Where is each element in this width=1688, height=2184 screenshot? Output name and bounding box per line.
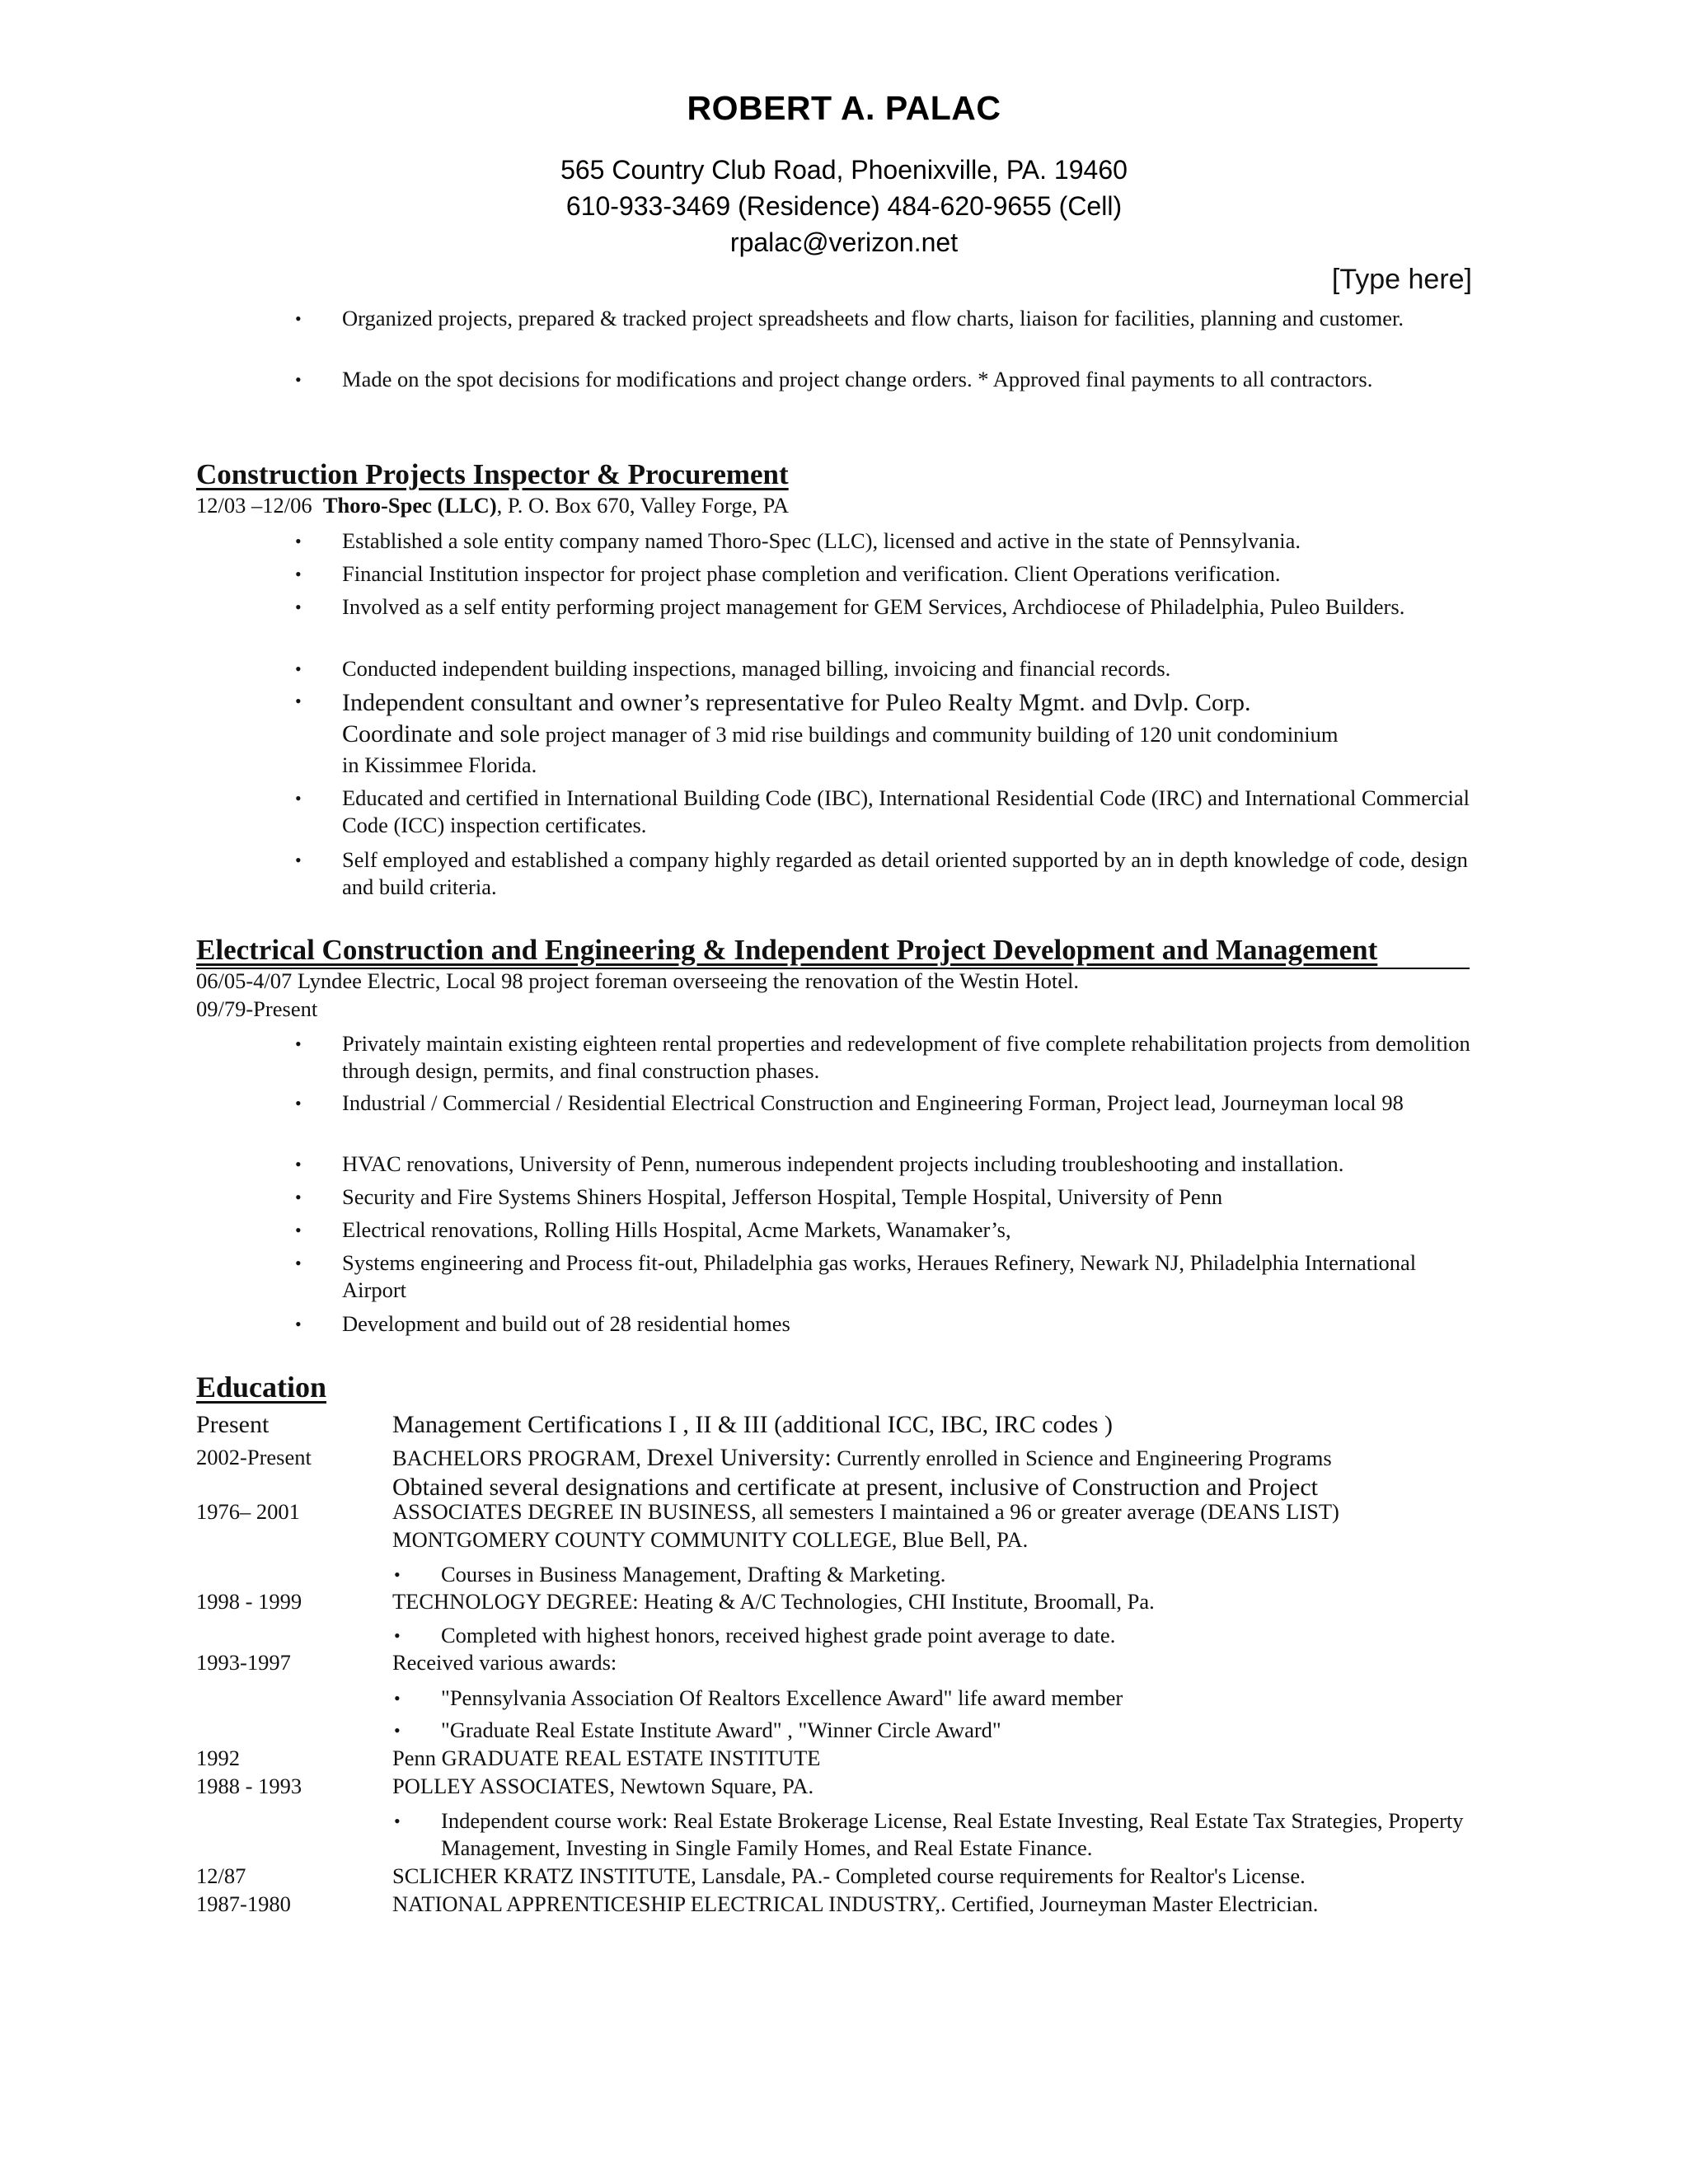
education-bullet-text: Completed with highest honors, received highest grade point average to date. xyxy=(441,1623,1116,1647)
bullet-icon: • xyxy=(295,1314,302,1334)
bullet-icon: • xyxy=(295,691,302,711)
bullet-icon: • xyxy=(295,1220,302,1240)
list-item-text: Financial Institution inspector for project phase completion and verification. Client Operations verification. xyxy=(342,561,1281,586)
company-address: , P. O. Box 670, Valley Forge, PA xyxy=(496,493,790,518)
bullet-icon: • xyxy=(295,564,302,584)
list-item-text: Established a sole entity company named Thoro-Spec (LLC), licensed and active in the state of Pennsylvania. xyxy=(342,528,1301,553)
job-line: 06/05-4/07 Lyndee Electric, Local 98 project foreman overseeing the renovation of the Westin Hotel. xyxy=(196,968,1080,993)
job-dates: 09/79-Present xyxy=(196,996,318,1021)
education-date: Present xyxy=(196,1411,270,1438)
bullet-icon: • xyxy=(295,308,302,329)
bullet-icon: • xyxy=(295,1253,302,1273)
bullet-icon: • xyxy=(295,788,302,808)
education-text: Received various awards: xyxy=(392,1650,617,1675)
bullet-icon: • xyxy=(295,369,302,390)
header-placeholder: [Type here] xyxy=(1331,264,1472,295)
list-item-text: Security and Fire Systems Shiners Hospital, Jefferson Hospital, Temple Hospital, University of Penn xyxy=(342,1184,1223,1209)
list-item-text: Systems engineering and Process fit-out, Philadelphia gas works, Heraues Refinery, Newark NJ, Philadelphia International Airport xyxy=(342,1250,1417,1302)
bullet-icon: • xyxy=(394,1720,401,1741)
address-line: 565 Country Club Road, Phoenixville, PA. 19460 xyxy=(560,155,1128,185)
education-text: Obtained several designations and certificate at present, inclusive of Construction and Project xyxy=(392,1474,1318,1501)
list-item-text: HVAC renovations, University of Penn, numerous independent projects including troubleshooting and installation. xyxy=(342,1151,1344,1176)
list-item-text: Independent consultant and owner’s representative for Puleo Realty Mgmt. and Dvlp. Corp. xyxy=(342,689,1251,716)
bullet-icon: • xyxy=(394,1688,401,1708)
education-text-b: Drexel University: xyxy=(646,1444,832,1471)
bullet-icon: • xyxy=(394,1625,401,1646)
list-item-text: Educated and certified in International Building Code (IBC), International Residential Code (IRC) and International Commercial Code (ICC) inspection certificates. xyxy=(342,785,1470,837)
education-date: 1998 - 1999 xyxy=(196,1589,302,1614)
bullet-icon: • xyxy=(295,1033,302,1054)
company-name: Thoro-Spec (LLC) xyxy=(322,493,497,518)
list-item-text-cont-a: Coordinate and sole xyxy=(342,720,540,748)
list-item-text: Conducted independent building inspections, managed billing, invoicing and financial records. xyxy=(342,656,1171,681)
education-text xyxy=(392,1444,1497,1472)
section-heading-education: Education xyxy=(196,1371,327,1404)
education-date: 1988 - 1993 xyxy=(196,1774,302,1798)
education-date: 12/87 xyxy=(196,1863,246,1888)
education-text: Management Certifications I , II & III (additional ICC, IBC, IRC codes ) xyxy=(392,1411,1113,1438)
education-text: MONTGOMERY COUNTY COMMUNITY COLLEGE, Blue Bell, PA. xyxy=(392,1527,1029,1552)
education-bullet-text: "Pennsylvania Association Of Realtors Excellence Award" life award member xyxy=(441,1685,1123,1710)
list-item-text: Development and build out of 28 residential homes xyxy=(342,1311,790,1336)
list-item-text: Involved as a self entity performing project management for GEM Services, Archdiocese of Philadelphia, Puleo Builders. xyxy=(342,594,1405,619)
education-bullet-text: Independent course work: Real Estate Brokerage License, Real Estate Investing, Real Estate Tax Strategies, Property Management, Investing in Single Family Homes, and Real Estate Finance. xyxy=(441,1808,1464,1860)
list-item-text: Organized projects, prepared & tracked project spreadsheets and flow charts, liaison for facilities, planning and customer. xyxy=(342,306,1404,330)
education-text: NATIONAL APPRENTICESHIP ELECTRICAL INDUSTRY,. Certified, Journeyman Master Electrician. xyxy=(392,1891,1319,1916)
list-item-text: Industrial / Commercial / Residential Electrical Construction and Engineering Forman, Project lead, Journeyman local 98 xyxy=(342,1090,1404,1115)
email-line: rpalac@verizon.net xyxy=(729,227,959,257)
list-item-text: Electrical renovations, Rolling Hills Hospital, Acme Markets, Wanamaker’s, xyxy=(342,1217,1011,1242)
bullet-icon: • xyxy=(394,1811,401,1831)
bullet-icon: • xyxy=(394,1564,401,1585)
job-dates: 12/03 –12/06 xyxy=(196,493,312,518)
education-text: POLLEY ASSOCIATES, Newtown Square, PA. xyxy=(392,1774,814,1798)
list-item-text: Privately maintain existing eighteen rental properties and redevelopment of five complete rehabilitation projects from demolition through design, permits, and final construction phases. xyxy=(342,1031,1470,1083)
education-bullet-text: Courses in Business Management, Drafting & Marketing. xyxy=(441,1562,946,1586)
section-heading-electrical xyxy=(196,934,1470,969)
list-item-text-block xyxy=(342,687,1479,780)
section-heading-construction: Construction Projects Inspector & Procurement xyxy=(196,458,789,490)
education-date: 1993-1997 xyxy=(196,1650,291,1675)
education-date: 1992 xyxy=(196,1746,240,1770)
education-text: Penn GRADUATE REAL ESTATE INSTITUTE xyxy=(392,1746,821,1770)
bullet-icon: • xyxy=(295,850,302,870)
education-text: TECHNOLOGY DEGREE: Heating & A/C Technologies, CHI Institute, Broomall, Pa. xyxy=(392,1589,1155,1614)
list-item-text: Made on the spot decisions for modifications and project change orders. * Approved final payments to all contractors. xyxy=(342,367,1373,391)
bullet-icon: • xyxy=(295,658,302,679)
bullet-icon: • xyxy=(295,531,302,551)
education-date: 1976– 2001 xyxy=(196,1499,300,1524)
education-bullet-text: "Graduate Real Estate Institute Award" , "Winner Circle Award" xyxy=(441,1718,1001,1742)
bullet-icon: • xyxy=(295,597,302,617)
list-item-text-cont-c: in Kissimmee Florida. xyxy=(342,752,537,777)
phone-line: 610-933-3469 (Residence) 484-620-9655 (Cell) xyxy=(565,191,1123,221)
list-item-text-cont-b: project manager of 3 mid rise buildings and community building of 120 unit condominium xyxy=(539,722,1339,747)
bullet-icon: • xyxy=(295,1154,302,1174)
bullet-icon: • xyxy=(295,1187,302,1207)
education-date: 1987-1980 xyxy=(196,1891,291,1916)
education-text-a: BACHELORS PROGRAM, xyxy=(392,1446,647,1470)
list-item-text: Self employed and established a company highly regarded as detail oriented supported by an in depth knowledge of code, design and build criteria. xyxy=(342,847,1468,899)
education-text-c: Currently enrolled in Science and Engineering Programs xyxy=(831,1446,1332,1470)
resume-name: ROBERT A. PALAC xyxy=(687,89,1001,127)
education-text: ASSOCIATES DEGREE IN BUSINESS, all semesters I maintained a 96 or greater average (DEANS LIST) xyxy=(392,1499,1339,1524)
education-text: SCLICHER KRATZ INSTITUTE, Lansdale, PA.- Completed course requirements for Realtor's License. xyxy=(392,1863,1306,1888)
bullet-icon: • xyxy=(295,1093,302,1113)
job-line xyxy=(196,492,789,519)
section-heading-electrical-text: Electrical Construction and Engineering & Independent Project Development and Management xyxy=(196,934,1378,966)
education-date: 2002-Present xyxy=(196,1445,312,1469)
